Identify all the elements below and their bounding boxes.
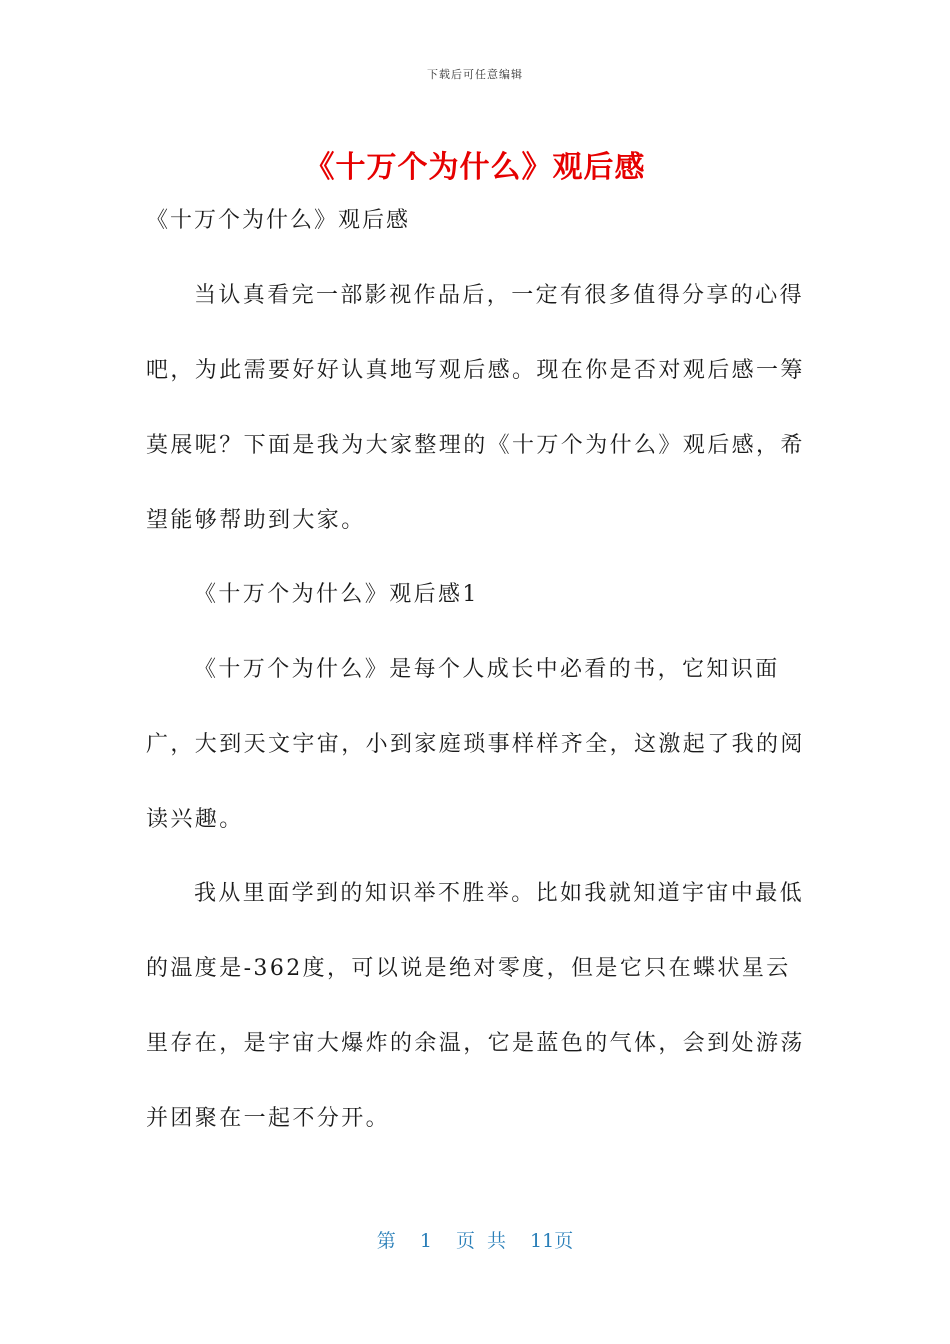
footer-of-label: 页 共: [455, 1230, 506, 1252]
footer-page-label: 第: [376, 1230, 396, 1252]
page-footer: [0, 1226, 950, 1253]
document-title: 《十万个为什么》观后感: [304, 150, 646, 185]
footer-current-page: 1: [419, 1230, 432, 1252]
body-paragraph: 《十万个为什么》是每个人成长中必看的书，它知识面广，大到天文宇宙，小到家庭琐事样样齐全，这激起了我的阅读兴趣。: [146, 657, 805, 832]
intro-paragraph: 当认真看完一部影视作品后，一定有很多值得分享的心得吧，为此需要好好认真地写观后感。现在你是否对观后感一筹莫展呢？下面是我为大家整理的《十万个为什么》观后感，希望能够帮助到大家。: [146, 283, 805, 533]
document-subtitle: 《十万个为什么》观后感: [146, 208, 411, 233]
header-note: 下载后可任意编辑: [427, 68, 523, 81]
section-heading: 《十万个为什么》观后感1: [194, 582, 479, 607]
footer-total-pages: 11页: [530, 1230, 574, 1252]
body-paragraph: 我从里面学到的知识举不胜举。比如我就知道宇宙中最低的温度是-362度，可以说是绝对零度，但是它只在蝶状星云里存在，是宇宙大爆炸的余温，它是蓝色的气体，会到处游荡并团聚在一起不分开。: [146, 881, 805, 1131]
